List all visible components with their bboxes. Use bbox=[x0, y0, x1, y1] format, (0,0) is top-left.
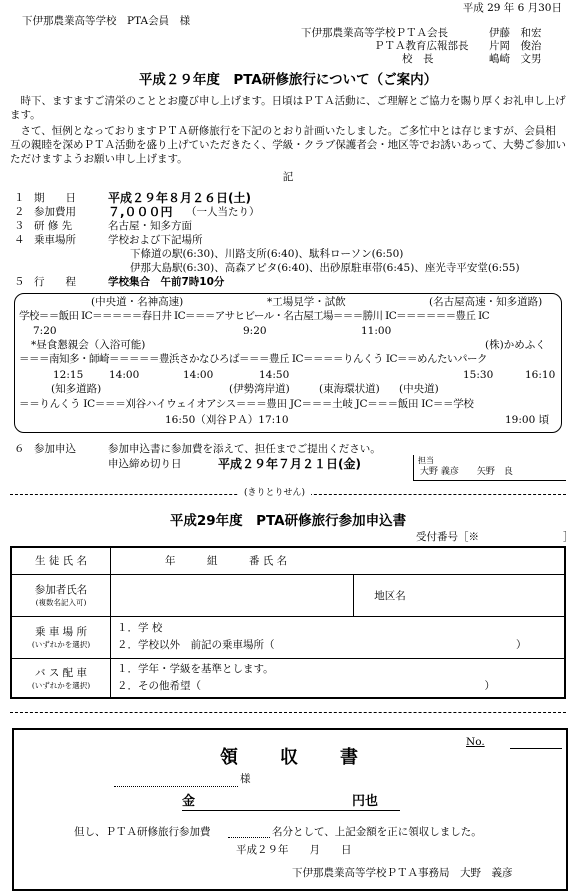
receipt-amount-line[interactable] bbox=[182, 792, 400, 811]
form-row-student bbox=[11, 547, 565, 574]
deadline-date: 平成２９年７月２１日(金) bbox=[218, 457, 361, 471]
bus-options bbox=[111, 658, 566, 698]
cut-line bbox=[10, 712, 566, 713]
receipt-kin: 金 bbox=[182, 794, 196, 809]
receipt bbox=[12, 728, 568, 891]
route-line-2: ＝＝＝南知多・師崎＝＝＝＝＝豊浜さかなひろば＝＝＝豊丘 IC＝＝＝＝りんくう IC＝＝めんたいパーク bbox=[19, 353, 488, 365]
item-number: １ bbox=[14, 192, 25, 204]
pickup-label: 乗 車 場 所 bbox=[34, 626, 87, 638]
deadline-label: 申込締め切り日 bbox=[108, 458, 182, 470]
participant-name-sub: (複数名記入可) bbox=[35, 598, 87, 607]
pickup-sub: (いずれかを選択) bbox=[31, 640, 91, 649]
receipt-date: 平成２９年 月 日 bbox=[236, 844, 352, 856]
bus-label: バ ス 配 車 bbox=[34, 666, 87, 679]
form-row-pickup bbox=[11, 616, 565, 658]
route-time: 14:50 bbox=[259, 369, 290, 381]
itinerary-box bbox=[14, 293, 562, 433]
receipt-issuer: 下伊那農業高等学校ＰＴＡ事務局 大野 義彦 bbox=[292, 867, 513, 879]
contact-label: 担当 bbox=[418, 456, 434, 465]
receipt-sama: 様 bbox=[240, 773, 251, 785]
item-label: 参加費用 bbox=[34, 206, 76, 218]
bus-option-class[interactable]: １．学年・学級を基準とします。 bbox=[117, 662, 274, 675]
sender-role-3: 校 長 bbox=[402, 53, 434, 65]
item-number: ４ bbox=[14, 234, 25, 246]
item-label: 期 日 bbox=[34, 192, 76, 204]
pickup-stops-2: 伊那大島駅(6:30)、高森アピタ(6:40)、出砂原駐車帯(6:45)、座光寺平安堂(6:55) bbox=[130, 262, 520, 274]
form-row-bus bbox=[11, 658, 565, 698]
item-note: （一人当たり） bbox=[186, 206, 260, 218]
pickup-option-other[interactable]: ２．学校以外 前記の乗車場所（ ） bbox=[117, 639, 527, 651]
route-note: (中央道・名神高速) bbox=[91, 296, 184, 308]
route-line-3: ＝＝りんくう IC＝＝＝刈谷ハイウェイオアシス＝＝＝豊田 JC＝＝＝土岐 JC＝＝＝飯田 IC＝＝学校 bbox=[19, 398, 474, 410]
bus-label-cell bbox=[11, 658, 111, 698]
participant-name-field[interactable] bbox=[111, 574, 354, 616]
receipt-name-field[interactable] bbox=[114, 774, 238, 787]
application-text: 参加申込書に参加費を添えて、担任までご提出ください。 bbox=[108, 443, 381, 455]
cut-line-label: (きりとりせん) bbox=[238, 488, 311, 499]
route-note: (名古屋高速・知多道路) bbox=[429, 296, 543, 308]
route-time: 9:20 bbox=[243, 325, 267, 337]
area-label: 地区名 bbox=[354, 574, 427, 616]
route-note: *昼食懇親会（入浴可能) bbox=[31, 339, 146, 351]
item-value: 平成２９年８月２６日(土) bbox=[108, 191, 251, 205]
route-time: 14:00 bbox=[109, 369, 140, 381]
item-number: ５ bbox=[14, 276, 25, 288]
pickup-label-cell bbox=[11, 616, 111, 658]
area-field[interactable] bbox=[426, 574, 565, 616]
student-name-label: 生 徒 氏 名 bbox=[11, 547, 111, 574]
sender-name-2: 片岡 俊治 bbox=[489, 40, 542, 52]
receipt-count-field[interactable] bbox=[228, 837, 270, 838]
route-time: 15:30 bbox=[463, 369, 494, 381]
sender-role-2: ＰＴＡ教育広報部長 bbox=[374, 40, 469, 52]
pickup-option-school[interactable]: １．学 校 bbox=[117, 622, 163, 634]
receipt-number: 受付番号［※ ］ bbox=[416, 531, 574, 543]
pickup-stops-1: 下條道の駅(6:30)、川路支所(6:40)、駄科ローソン(6:50) bbox=[130, 248, 404, 260]
receipt-enya: 円也 bbox=[352, 794, 379, 809]
bus-sub: (いずれかを選択) bbox=[31, 680, 91, 690]
contact-box bbox=[413, 455, 566, 481]
route-line-1: 学校＝＝飯田 IC＝＝＝＝＝春日井 IC＝＝＝アサヒビール・名古屋工場＝＝＝勝川 IC＝＝＝＝＝＝豊丘 IC bbox=[19, 310, 490, 322]
pickup-options bbox=[111, 616, 566, 658]
receipt-text-b: 名分として、上記金額を正に領収しました。 bbox=[272, 826, 482, 838]
route-time: 16:50（刈谷ＰＡ）17:10 bbox=[165, 414, 289, 426]
form-row-participant bbox=[11, 574, 565, 616]
route-note: (東海環状道) bbox=[319, 383, 380, 395]
route-time: 19:00 頃 bbox=[505, 414, 550, 426]
item-label: 参加申込 bbox=[34, 443, 76, 455]
greeting-paragraph: 時下、ますますご清栄のこととお慶び申し上げます。日頃はＰＴＡ活動に、ご理解とご協力を賜り厚くお礼申し上げます。 bbox=[10, 95, 566, 121]
receipt-no-label: No. bbox=[466, 736, 485, 748]
document-title: 平成２９年度 PTA研修旅行について（ご案内） bbox=[138, 72, 438, 88]
bus-option-other[interactable]: ２．その他希望（ ） bbox=[117, 679, 495, 692]
ki-heading: 記 bbox=[282, 171, 294, 183]
item-number: ２ bbox=[14, 206, 25, 218]
item-label: 行 程 bbox=[34, 276, 76, 288]
participant-name-label: 参加者氏名 bbox=[34, 584, 88, 596]
item-value: 学校集合 午前7時10分 bbox=[108, 276, 225, 288]
sender-name-1: 伊藤 和宏 bbox=[489, 27, 542, 39]
route-note: (中央道) bbox=[399, 383, 439, 395]
receipt-title: 領 収 書 bbox=[220, 747, 360, 768]
item-value: 学校および下記場所 bbox=[108, 234, 203, 246]
route-time: 11:00 bbox=[361, 325, 392, 337]
route-note: (伊勢湾岸道) bbox=[229, 383, 290, 395]
item-number: ６ bbox=[14, 443, 25, 455]
form-title: 平成29年度 PTA研修旅行参加申込書 bbox=[169, 513, 407, 529]
invitation-paragraph: さて、恒例となっておりますＰＴＡ研修旅行を下記のとおり計画いたしました。ご多忙中とは存じますが、会員相互の親睦を深めＰＴＡ活動を盛り上げていただきたく、学級・クラブ保護者会・地区等でお誘いあって、大勢ご参加いただけますようお願い申し上げます。 bbox=[10, 125, 566, 165]
addressee: 下伊那農業高等学校 PTA会員 様 bbox=[22, 15, 191, 27]
route-note: *工場見学・試飲 bbox=[267, 296, 346, 308]
item-label: 乗車場所 bbox=[34, 234, 76, 246]
contact-names: 大野 義彦 矢野 良 bbox=[420, 467, 513, 477]
sender-name-3: 嶋崎 文男 bbox=[489, 53, 542, 65]
item-value: ７,０００円 bbox=[108, 205, 173, 219]
letter-date: 平成 29 年 6 月30日 bbox=[462, 2, 562, 14]
application-form bbox=[10, 546, 566, 699]
participant-label-cell bbox=[11, 574, 111, 616]
route-time: 7:20 bbox=[33, 325, 57, 337]
receipt-text-a: 但し、ＰＴＡ研修旅行参加費 bbox=[74, 826, 211, 838]
route-time: 14:00 bbox=[183, 369, 214, 381]
item-label: 研 修 先 bbox=[34, 220, 73, 232]
route-time: 16:10 bbox=[525, 369, 556, 381]
route-note: (株)かめふく bbox=[485, 339, 546, 351]
student-name-field[interactable]: 年 組 番 氏 名 bbox=[111, 547, 566, 574]
route-time: 12:15 bbox=[53, 369, 84, 381]
route-note: (知多道路) bbox=[51, 383, 102, 395]
sender-role-1: 下伊那農業高等学校ＰＴＡ会長 bbox=[301, 27, 448, 39]
item-number: ３ bbox=[14, 220, 25, 232]
item-value: 名古屋・知多方面 bbox=[108, 220, 192, 232]
